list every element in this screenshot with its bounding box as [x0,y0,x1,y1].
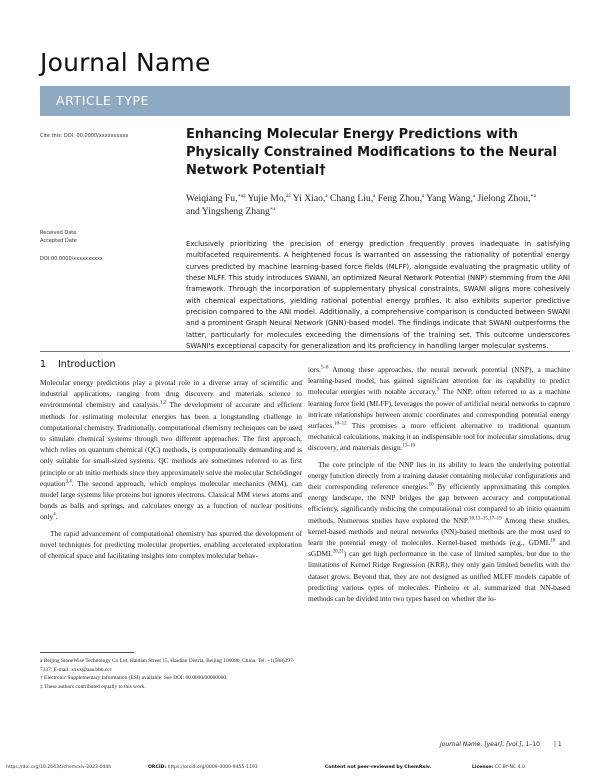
author-affiliation-mark: a [373,193,376,199]
text-run: This promises a more efficient alternative to traditional quantum mechanical calculations, making it an indispensable tool for molecular simulations, drug discovery, and materials design. [308,421,570,453]
author [478,193,536,204]
footnote-affiliation: a Beijing StoneWise Technology Co Ltd, Haidian Street 15, Haidian Distria, Beijing 100080, China. Tel: +1(508)397-7337; E-mail: xxxx@aaa.bbb.ccc [40,658,295,673]
right-column [308,364,570,604]
author-affiliation-mark: ∗a [269,206,276,212]
citation-ref[interactable]: 10–12 [334,421,347,427]
license-label: License: [472,765,494,770]
orcid-link[interactable]: https://orcid.org/0009-0000-9455-1193 [167,765,258,770]
abstract: Exclusively prioritizing the precision of energy prediction frequently proves inadequate in satisfying multifaceted requirements. A heightened focus is warranted on assessing the rationality of potential energy curves predicted by machine learning-based force fields (MLFF), alongside evaluating the pragmatic utility of these MLFF. This study introduces SWANI, an optimized Neural Network Potential (NNP) stemming from the ANI framework. Through the incorporation of supplementary physical constraints, SWANI aligns more cohesively with chemical expectations, yielding rational potential energy profiles. It also exhibits superior predictive precision compared to the ANI model. Additionally, a comprehensive comparison is conducted between SWANI and a prominent Graph Neural Network (GNN)-based model. The findings indicate that SWANI outperforms the latter, particularly for molecules exceeding the dimensions of the training set. This outcome underscores SWANI's exceptional capacity for generalization and its proficiency in handling larger molecular systems. [186,240,570,351]
author [186,193,246,204]
text-run: . [55,512,58,522]
left-column [40,377,302,561]
accepted-date: Accepted Date [40,238,77,244]
orcid-label: ORCID: [148,765,167,770]
preprint-footer-bar [0,761,600,776]
author [248,193,291,204]
citation-ref[interactable]: 10 [428,482,434,488]
section-heading [40,359,116,370]
footer-journal-text: Journal Name, [year], [vol.], [440,741,524,748]
footer-journal-line [440,741,540,748]
text-run: Molecular energy predictions play a pivotal role in a diverse array of scientific and industrial applications, ranging from drug discovery and materials science to environmental chemistry and catalysis. [40,378,302,410]
citation-ref[interactable]: 1,2 [159,400,167,406]
text-run: Among these approaches, the neural network potential (NNP), a machine learning-based model, has gained significant attention for its capability to predict molecular energies with notable accuracy. [308,365,570,397]
text-run: The rapid advancement of computational chemistry has spurred the development of novel techniques for predicting molecular properties, enabling accelerated exploration of chemical space and facilitating insights into complex molecular behav- [40,528,302,561]
license-block [472,765,525,770]
received-date: Received Date [40,230,77,236]
author [293,193,328,204]
footnotes [40,657,302,691]
doi-line: DOI:00.0000/xxxxxxxxxx [40,256,103,262]
author-name: Yi Xiao, [292,193,326,204]
citation-ref[interactable]: 5–8 [320,365,329,371]
author-name: Yujie Mo, [247,193,287,204]
citation-ref[interactable]: 13–16 [402,443,416,449]
author [426,193,475,204]
text-run: The core principle of the NNP lies in its ability to learn the underlying potential energy function directly from a training dataset containing molecular configurations and their corresponding reference energies. [308,459,570,492]
author-name: and Yingsheng Zhang [186,206,270,217]
author-affiliation-mark: ∗a‡ [237,193,246,199]
doi-link[interactable]: https://doi.org/10.26434/chemrxiv-2023-0d4h [6,765,112,770]
footer-pages: 1–10 [525,741,540,748]
author [330,193,375,204]
author-affiliation-mark: a [422,193,425,199]
author-name: Feng Zhou, [377,193,423,204]
intro-paragraph-continued [308,364,570,454]
article-type-label: ARTICLE TYPE [56,93,150,108]
citation-ref[interactable]: 4 [53,512,56,518]
abstract-divider [40,351,570,352]
footnote-equal-contribution: ‡ These authors contributed equally to this work. [40,683,146,690]
journal-name: Journal Name [40,48,211,77]
footnote-esi: † Electronic Supplementary Information (ESI) available: See DOI: 00.0000/00000000. [40,675,228,682]
intro-paragraph-3 [308,459,570,605]
intro-paragraph-2 [40,528,302,562]
citation-ref[interactable]: 18 [550,538,556,544]
author-name: Jielong Zhou, [477,193,531,204]
intro-paragraph-1 [40,377,302,523]
text-run: The NNP, often referred to as a machine learning force field (MLFF), leverages the power of artificial neural networks to capture intricate relationships between atomic coordinates and corresponding potential energy surfaces. [308,387,570,431]
author-list [186,192,570,218]
citation-ref[interactable]: 20,21 [332,549,344,555]
citation-ref[interactable]: 3,4 [65,479,72,485]
text-run: Among these studies, kernel-based methods and neural networks (NN)-based methods are the most used to learn the potential enegy of molecules. Kernel-based methods (e.g., GDML [308,515,570,548]
text-run: iors. [308,365,321,374]
author-affiliation-mark: ∗a [530,193,536,199]
section-title: Introduction [58,359,116,370]
paper-title: Enhancing Molecular Energy Predictions with Physically Constrained Modifications to the Neural Network Potential† [186,127,558,178]
text-run: . The second approach, which employs molecular mechanics (MM), can model large systems like proteins but ignores electrons. Classical MM views atoms and bonds as balls and springs, and calculates energy as a function of nuclear positions only [40,478,302,522]
section-number: 1 [40,359,47,370]
author-name: Weiqiang Fu, [186,193,238,204]
citation-ref[interactable]: 10,13–15,17–19 [469,516,502,522]
text-run: and sGDML [308,538,570,559]
footer-page-number: | 1 [554,741,562,748]
orcid-block [148,765,258,770]
footnote-divider [40,652,134,653]
article-type-banner [40,86,570,116]
author [186,206,275,217]
author-name: Chang Liu, [329,193,374,204]
text-run: The development of accurate and efficient methods for estimating molecular energies has been a longstanding challenge in computational chemistry. Traditionally, computational chemistry techniques can be used to simulate chemical systems through two different approaches. The first approach, which relies on quantum chemical (QC) methods, is computationally demanding and is only suitable for small-sized systems. QC methods are sometimes referred to as first principle or ab initio methods since they approximately solve the molecular Schrödinger equation [40,400,302,488]
text-run: By efficiently approximating this complex energy landscape, the NNP bridges the gap between accuracy and computational efficiency, significantly reducing the computational cost compared to ab initio quantum methods. Numerous studies have explored the NNP. [308,482,571,525]
text-run: ) can get high performance in the case of limited samples, but due to the limitations of Kernel Ridge Regression (KRR), they only gain limited benefits with the dataset grows. Beyond that, they are not designed as unified MLFF models capable of predicting various types of molecules. Pinheiro et al. summarized that NN-based methods can be divided into two types based on whether the lo- [308,549,570,604]
author-name: Yang Wang, [426,193,473,204]
author-affiliation-mark: a [472,193,476,199]
cite-this-line: Cite this: DOI: 00.0000/xxxxxxxxxx [40,133,129,139]
author-affiliation-mark: a‡ [286,193,291,199]
author [378,193,424,204]
author-affiliation-mark: a [325,193,328,199]
peer-review-notice: Content not peer-reviewed by ChemRxiv. [325,765,432,770]
citation-ref[interactable]: 9 [436,387,440,393]
license-link[interactable]: CC BY-NC 4.0 [494,765,525,770]
